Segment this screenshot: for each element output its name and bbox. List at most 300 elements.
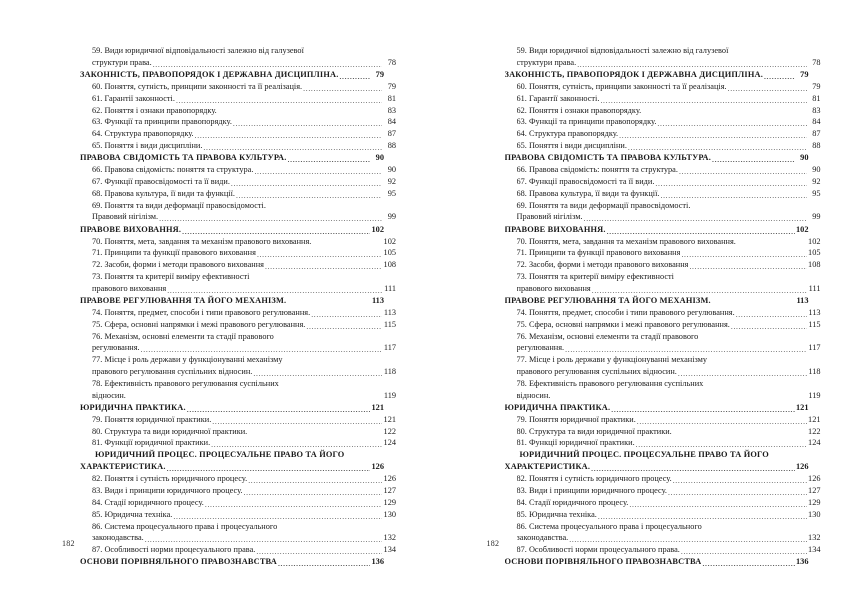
toc-page-number: 111: [384, 283, 396, 293]
dot-leader: [592, 292, 807, 293]
toc-entry-label: 63. Функції та принципи правопорядку.: [516, 117, 657, 127]
toc-page-number: 119: [383, 390, 396, 400]
toc-page-number: 113: [383, 307, 396, 317]
toc-entry-label: 83. Види і принципи юридичного процесу.: [516, 486, 667, 496]
toc-page-number: 132: [383, 533, 396, 543]
toc-entry-label: 66. Правова свідомість: поняття та структура.: [92, 165, 254, 175]
toc-heading-row[interactable]: [505, 295, 809, 307]
toc-entry-label: правового регулювання суспільних відносин.: [516, 366, 677, 376]
toc-page-number: 88: [387, 141, 396, 150]
dot-leader: [619, 137, 806, 138]
toc-heading-label: ЗАКОННІСТЬ, ПРАВОПОРЯДОК І ДЕРЖАВНА ДИСЦИПЛІНА.: [504, 70, 763, 80]
toc-entry-row[interactable]: [80, 366, 396, 378]
toc-entry-label: 80. Структура та види юридичної практики.: [516, 426, 672, 436]
dot-leader: [642, 113, 806, 114]
toc-entry-row[interactable]: [80, 319, 396, 331]
toc-page-number: 83: [387, 105, 396, 115]
toc-entry-label: Правовий нігілізм.: [516, 212, 583, 222]
toc-page-number: 78: [387, 57, 396, 67]
toc-entry-label: законодавства.: [92, 533, 144, 543]
dot-leader: [611, 411, 794, 412]
toc-entry-row[interactable]: [505, 259, 821, 271]
toc-entry-label: 61. Гарантії законності.: [92, 93, 175, 103]
toc-entry-label: 70. Поняття, мета, завдання та механізм правового виховання.: [92, 236, 312, 246]
toc-page-number: 127: [808, 486, 821, 496]
toc-heading-label: ПРАВОВЕ РЕГУЛЮВАННЯ ТА ЙОГО МЕХАНІЗМ.: [504, 296, 711, 306]
toc-heading-row[interactable]: [80, 461, 384, 473]
toc-page-number: 102: [808, 236, 821, 246]
dot-leader: [218, 113, 382, 114]
toc-heading-label: ЗАКОННІСТЬ, ПРАВОПОРЯДОК І ДЕРЖАВНА ДИСЦИПЛІНА.: [80, 70, 339, 80]
dot-leader: [551, 398, 806, 399]
toc-entry-row[interactable]: [80, 140, 396, 152]
dot-leader: [306, 328, 382, 329]
toc-entry-row[interactable]: [505, 247, 821, 259]
toc-page-number: 105: [808, 248, 821, 258]
toc-entry-label: 85. Юридична техніка.: [516, 509, 597, 519]
dot-leader: [187, 411, 370, 412]
toc-heading-label: ПРАВОВА СВІДОМІСТЬ ТА ПРАВОВА КУЛЬТУРА.: [80, 153, 287, 163]
dot-leader: [637, 423, 807, 424]
toc-entry-label: 82. Поняття і сутність юридичного процесу.: [516, 474, 672, 484]
toc-page-number: 121: [383, 414, 396, 424]
toc-entry-label: 80. Структура та види юридичної практики.: [92, 426, 248, 436]
toc-entry-label: правового виховання: [92, 283, 167, 293]
toc-page-number: 90: [375, 153, 384, 163]
dot-leader: [628, 149, 807, 150]
toc-entry-row[interactable]: [505, 236, 821, 248]
toc-entry-label: 74. Поняття, предмет, способи і типи правового регулювання.: [92, 307, 311, 317]
dot-leader: [231, 185, 382, 186]
toc-page-number: 92: [812, 176, 821, 186]
toc-entry-label: 68. Правова культура, її види та функції.: [92, 188, 235, 198]
dot-leader: [167, 470, 370, 471]
toc-entry-row[interactable]: [505, 366, 821, 378]
toc-entry-label: 74. Поняття, предмет, способи і типи правового регулювання.: [516, 307, 735, 317]
toc-entry-row[interactable]: [505, 390, 821, 402]
toc-heading-label: ОСНОВИ ПОРІВНЯЛЬНОГО ПРАВОЗНАВСТВА: [504, 557, 702, 567]
toc-entry-row[interactable]: [505, 544, 821, 556]
toc-page-number: 121: [795, 402, 809, 412]
toc-entry-label: 61. Гарантії законності.: [516, 93, 600, 103]
toc-page-number: 129: [808, 497, 821, 507]
toc-page-number: 108: [383, 260, 396, 270]
toc-entry-line[interactable]: 77. Місце і роль держави у функціонуванні механізму: [516, 355, 708, 365]
toc-entry-label: 75. Сфера, основні напрямки і межі правового регулювання.: [516, 319, 730, 329]
toc-entry-row[interactable]: [505, 128, 821, 140]
toc-page-number: 81: [387, 93, 396, 103]
table-of-contents-right: [504, 45, 821, 568]
toc-entry-line[interactable]: 69. Поняття та види деформації правосвідомості.: [516, 200, 691, 210]
toc-page-number: 113: [796, 296, 809, 306]
toc-heading-label: ПРАВОВА СВІДОМІСТЬ ТА ПРАВОВА КУЛЬТУРА.: [504, 153, 711, 163]
toc-heading-row[interactable]: [505, 402, 809, 414]
toc-page-number: 78: [812, 57, 821, 67]
dot-leader: [607, 233, 795, 234]
toc-entry-line[interactable]: 86. Система процесуального права і процесуального: [92, 521, 278, 531]
toc-heading-label: ЮРИДИЧНА ПРАКТИКА.: [504, 402, 611, 412]
toc-entry-label: регулювання.: [516, 343, 565, 353]
toc-entry-row[interactable]: [505, 93, 821, 105]
page-number-right: 182: [486, 539, 500, 548]
toc-page-number: 79: [375, 70, 384, 80]
toc-heading-row[interactable]: [505, 461, 809, 473]
dot-leader: [679, 173, 807, 174]
toc-entry-row[interactable]: [80, 57, 396, 69]
toc-entry-row[interactable]: [505, 57, 821, 69]
toc-heading-row[interactable]: [505, 556, 809, 568]
toc-entry-row[interactable]: [80, 105, 396, 117]
toc-heading-row[interactable]: [80, 224, 384, 236]
dot-leader: [673, 434, 807, 435]
toc-page-number: 79: [387, 81, 396, 91]
toc-entry-row[interactable]: [505, 426, 821, 438]
dot-leader: [681, 553, 807, 554]
dot-leader: [764, 78, 795, 79]
toc-entry-line[interactable]: 76. Механізм, основні елементи та стадії правового: [516, 331, 699, 341]
toc-entry-row[interactable]: [80, 81, 396, 93]
dot-leader: [339, 78, 370, 79]
toc-entry-row[interactable]: [80, 485, 396, 497]
toc-heading-line[interactable]: ЮРИДИЧНИЙ ПРОЦЕС. ПРОЦЕСУАЛЬНЕ ПРАВО ТА ЙОГО: [519, 450, 769, 460]
dot-leader: [248, 434, 382, 435]
toc-entry-line[interactable]: 73. Поняття та критерії виміру ефективності: [516, 271, 674, 281]
dot-leader: [591, 470, 794, 471]
toc-entry-label: 82. Поняття і сутність юридичного процесу.: [92, 474, 248, 484]
dot-leader: [167, 292, 382, 293]
toc-entry-label: 85. Юридична техніка.: [92, 509, 173, 519]
toc-entry-label: правового регулювання суспільних відносин.: [92, 366, 253, 376]
dot-leader: [257, 256, 382, 257]
toc-heading-line[interactable]: ЮРИДИЧНИЙ ПРОЦЕС. ПРОЦЕСУАЛЬНЕ ПРАВО ТА ЙОГО: [95, 450, 345, 460]
dot-leader: [598, 518, 807, 519]
toc-entry-row[interactable]: [80, 473, 396, 485]
dot-leader: [303, 90, 382, 91]
toc-entry-row[interactable]: [80, 164, 396, 176]
toc-entry-label: 79. Поняття юридичної практики.: [516, 414, 636, 424]
toc-page-number: 124: [383, 438, 396, 448]
toc-page-number: 87: [812, 129, 821, 139]
toc-entry-row[interactable]: [80, 116, 396, 128]
table-of-contents-left: [80, 45, 396, 568]
dot-leader: [681, 256, 806, 257]
toc-entry-row[interactable]: [505, 485, 821, 497]
toc-page-number: 119: [808, 390, 821, 400]
toc-entry-label: 81. Функції юридичної практики.: [92, 438, 211, 448]
toc-entry-label: 64. Структура правопорядку.: [92, 129, 194, 139]
dot-leader: [253, 375, 382, 376]
dot-leader: [173, 518, 382, 519]
toc-entry-row[interactable]: [505, 116, 821, 128]
toc-entry-label: 67. Функції правосвідомості та її види.: [92, 176, 230, 186]
toc-entry-label: 81. Функції юридичної практики.: [516, 438, 635, 448]
dot-leader: [195, 137, 382, 138]
dot-leader: [153, 66, 382, 67]
dot-leader: [702, 565, 794, 566]
toc-page-number: 79: [812, 81, 821, 91]
toc-page-number: 127: [383, 486, 396, 496]
toc-entry-row[interactable]: [505, 105, 821, 117]
toc-heading-row[interactable]: [505, 224, 809, 236]
toc-heading-row[interactable]: [80, 556, 384, 568]
toc-entry-label: 87. Особливості норми процесуального права.: [516, 545, 680, 555]
dot-leader: [569, 541, 806, 542]
toc-page-number: 115: [383, 319, 396, 329]
toc-entry-label: 72. Засоби, форми і методи правового виховання: [92, 260, 264, 270]
dot-leader: [203, 149, 382, 150]
dot-leader: [655, 185, 806, 186]
toc-entry-label: відносин.: [92, 390, 126, 400]
toc-entry-row[interactable]: [80, 509, 396, 521]
dot-leader: [211, 446, 382, 447]
toc-entry-label: 83. Види і принципи юридичного процесу.: [92, 486, 243, 496]
toc-entry-label: 68. Правова культура, її види та функції.: [516, 188, 660, 198]
toc-page-number: 113: [808, 307, 821, 317]
dot-leader: [728, 90, 807, 91]
toc-page-number: 84: [387, 117, 396, 127]
toc-page-number: 95: [387, 188, 396, 198]
toc-entry-line[interactable]: 73. Поняття та критерії виміру ефективності: [92, 271, 250, 281]
toc-entry-row[interactable]: [80, 544, 396, 556]
toc-entry-row[interactable]: [80, 236, 396, 248]
toc-heading-label: ОСНОВИ ПОРІВНЯЛЬНОГО ПРАВОЗНАВСТВА: [80, 557, 277, 567]
toc-heading-row[interactable]: [80, 295, 384, 307]
dot-leader: [311, 316, 382, 317]
toc-entry-row[interactable]: [505, 319, 821, 331]
dot-leader: [145, 541, 382, 542]
dot-leader: [141, 351, 382, 352]
toc-page-number: 111: [808, 283, 821, 293]
toc-page-number: 90: [800, 153, 809, 163]
toc-entry-row[interactable]: [80, 176, 396, 188]
toc-entry-label: 62. Поняття і ознаки правопорядку.: [516, 105, 642, 115]
toc-entry-row[interactable]: [80, 497, 396, 509]
page-number-left: 182: [62, 539, 75, 548]
toc-heading-row[interactable]: [80, 69, 384, 81]
toc-entry-row[interactable]: [80, 283, 396, 295]
toc-entry-label: структури права.: [516, 57, 577, 67]
toc-entry-label: 72. Засоби, форми і методи правового виховання: [516, 260, 689, 270]
toc-page-number: 83: [812, 105, 821, 115]
toc-entry-line[interactable]: 77. Місце і роль держави у функціонуванні механізму: [92, 355, 283, 365]
toc-entry-row[interactable]: [80, 342, 396, 354]
toc-page-number: 88: [812, 141, 821, 150]
toc-entry-line[interactable]: 69. Поняття та види деформації правосвідомості.: [92, 200, 266, 210]
toc-entry-line[interactable]: 59. Види юридичної відповідальності залежно від галузевої: [92, 46, 304, 55]
toc-page-number: 95: [812, 188, 821, 198]
dot-leader: [636, 446, 807, 447]
toc-entry-row[interactable]: [505, 342, 821, 354]
dot-leader: [678, 375, 807, 376]
toc-entry-label: 60. Поняття, сутність, принципи законності та її реалізація.: [92, 81, 303, 91]
toc-entry-label: 63. Функції та принципи правопорядку.: [92, 117, 232, 127]
dot-leader: [577, 66, 806, 67]
dot-leader: [244, 494, 383, 495]
toc-page-number: 126: [808, 474, 821, 484]
toc-entry-row[interactable]: [80, 307, 396, 319]
toc-page-number: 126: [371, 462, 384, 472]
toc-page-number: 130: [383, 509, 396, 519]
toc-heading-label: ХАРАКТЕРИСТИКА.: [504, 462, 591, 472]
dot-leader: [673, 482, 807, 483]
toc-entry-row[interactable]: [505, 414, 821, 426]
dot-leader: [127, 398, 382, 399]
toc-entry-row[interactable]: [80, 188, 396, 200]
toc-entry-row[interactable]: [505, 140, 821, 152]
toc-page-number: 122: [383, 426, 396, 436]
toc-page-number: 87: [387, 129, 396, 139]
toc-entry-label: регулювання.: [92, 343, 140, 353]
dot-leader: [159, 220, 382, 221]
dot-leader: [668, 494, 807, 495]
toc-entry-label: 75. Сфера, основні напрямки і межі правового регулювання.: [92, 319, 306, 329]
toc-entry-row[interactable]: [505, 81, 821, 93]
toc-entry-row[interactable]: [80, 128, 396, 140]
dot-leader: [712, 304, 795, 305]
toc-page-number: 108: [808, 260, 821, 270]
toc-entry-row[interactable]: [505, 307, 821, 319]
toc-entry-row[interactable]: [505, 188, 821, 200]
toc-page-number: 117: [808, 343, 821, 353]
toc-page-number: 115: [808, 319, 821, 329]
toc-entry-label: 67. Функції правосвідомості та її види.: [516, 176, 655, 186]
toc-page-number: 84: [812, 117, 821, 127]
toc-page-number: 118: [808, 366, 821, 376]
toc-entry-line[interactable]: 78. Ефективність правового регулювання суспільних: [92, 378, 279, 388]
toc-page-number: 90: [387, 165, 396, 175]
dot-leader: [629, 506, 806, 507]
toc-entry-label: законодавства.: [516, 533, 569, 543]
toc-page-number: 134: [808, 545, 821, 555]
toc-heading-row[interactable]: [80, 402, 384, 414]
toc-entry-row[interactable]: [80, 211, 396, 223]
toc-entry-label: 71. Принципи та функції правового виховання: [92, 248, 256, 258]
toc-page-number: 130: [808, 509, 821, 519]
toc-entry-row[interactable]: [80, 93, 396, 105]
dot-leader: [731, 328, 807, 329]
toc-entry-line[interactable]: 78. Ефективність правового регулювання суспільних: [516, 378, 704, 388]
dot-leader: [689, 268, 806, 269]
toc-page-number: 122: [808, 426, 821, 436]
toc-page-number: 126: [795, 462, 809, 472]
dot-leader: [256, 553, 382, 554]
toc-entry-row[interactable]: [505, 211, 821, 223]
toc-heading-label: ХАРАКТЕРИСТИКА.: [80, 462, 166, 472]
toc-entry-row[interactable]: [505, 532, 821, 544]
page-right: [425, 0, 849, 600]
dot-leader: [657, 125, 806, 126]
toc-page-number: 129: [383, 497, 396, 507]
toc-entry-row[interactable]: [505, 437, 821, 449]
dot-leader: [584, 220, 807, 221]
toc-page-number: 121: [371, 402, 384, 412]
toc-page-number: 117: [383, 343, 396, 353]
toc-page-number: 132: [808, 533, 821, 543]
toc-entry-label: 87. Особливості норми процесуального права.: [92, 545, 256, 555]
dot-leader: [736, 316, 807, 317]
toc-entry-row[interactable]: [80, 426, 396, 438]
dot-leader: [236, 197, 382, 198]
toc-entry-line[interactable]: 76. Механізм, основні елементи та стадії правового: [92, 331, 274, 341]
dot-leader: [287, 304, 370, 305]
toc-entry-row[interactable]: [505, 164, 821, 176]
toc-entry-label: 84. Стадії юридичного процесу.: [516, 497, 629, 507]
dot-leader: [312, 244, 382, 245]
toc-page-number: 99: [387, 212, 396, 222]
dot-leader: [600, 102, 806, 103]
dot-leader: [205, 506, 382, 507]
toc-entry-row[interactable]: [505, 283, 821, 295]
toc-page-number: 90: [812, 165, 821, 175]
toc-entry-row[interactable]: [505, 497, 821, 509]
toc-entry-row[interactable]: [80, 247, 396, 259]
toc-page-number: 124: [808, 438, 821, 448]
toc-page-number: 136: [795, 557, 809, 567]
toc-page-number: 118: [383, 366, 396, 376]
toc-page-number: 92: [387, 176, 396, 186]
toc-entry-row[interactable]: [505, 176, 821, 188]
toc-heading-label: ПРАВОВЕ ВИХОВАННЯ.: [504, 224, 606, 234]
toc-entry-label: 62. Поняття і ознаки правопорядку.: [92, 105, 217, 115]
dot-leader: [712, 161, 795, 162]
toc-page-number: 102: [371, 224, 384, 234]
toc-heading-row[interactable]: [505, 69, 809, 81]
dot-leader: [254, 173, 382, 174]
toc-entry-row[interactable]: [80, 259, 396, 271]
toc-page-number: 113: [371, 296, 384, 306]
toc-entry-label: 60. Поняття, сутність, принципи законності та її реалізація.: [516, 81, 727, 91]
dot-leader: [233, 125, 382, 126]
toc-heading-label: ПРАВОВЕ РЕГУЛЮВАННЯ ТА ЙОГО МЕХАНІЗМ.: [80, 296, 287, 306]
toc-entry-row[interactable]: [80, 437, 396, 449]
dot-leader: [176, 102, 382, 103]
dot-leader: [265, 268, 382, 269]
toc-entry-label: 65. Поняття і види дисципліни.: [516, 141, 627, 150]
toc-entry-label: правового виховання: [516, 283, 591, 293]
toc-entry-label: 65. Поняття і види дисципліни.: [92, 141, 203, 150]
toc-entry-label: 79. Поняття юридичної практики.: [92, 414, 212, 424]
toc-page-number: 102: [383, 236, 396, 246]
toc-entry-label: структури права.: [92, 57, 152, 67]
toc-page-number: 105: [383, 248, 396, 258]
toc-entry-label: 70. Поняття, мета, завдання та механізм правового виховання.: [516, 236, 736, 246]
toc-entry-row[interactable]: [80, 532, 396, 544]
toc-entry-row[interactable]: [80, 414, 396, 426]
toc-entry-label: 66. Правова свідомість: поняття та структура.: [516, 165, 678, 175]
toc-page-number: 136: [371, 557, 384, 567]
toc-entry-row[interactable]: [505, 473, 821, 485]
dot-leader: [737, 244, 807, 245]
toc-entry-row[interactable]: [80, 390, 396, 402]
dot-leader: [212, 423, 382, 424]
toc-entry-label: відносин.: [516, 390, 551, 400]
dot-leader: [288, 161, 371, 162]
toc-entry-label: 71. Принципи та функції правового виховання: [516, 248, 681, 258]
toc-heading-label: ЮРИДИЧНА ПРАКТИКА.: [80, 402, 186, 412]
toc-heading-label: ПРАВОВЕ ВИХОВАННЯ.: [80, 224, 182, 234]
toc-heading-row[interactable]: [505, 152, 809, 164]
toc-page-number: 79: [800, 70, 809, 80]
toc-entry-line[interactable]: 59. Види юридичної відповідальності залежно від галузевої: [516, 46, 729, 55]
toc-page-number: 121: [808, 414, 821, 424]
toc-entry-row[interactable]: [505, 509, 821, 521]
toc-page-number: 134: [383, 545, 396, 555]
toc-page-number: 102: [795, 224, 809, 234]
toc-entry-label: 64. Структура правопорядку.: [516, 129, 619, 139]
toc-heading-row[interactable]: [80, 152, 384, 164]
dot-leader: [278, 565, 370, 566]
toc-entry-line[interactable]: 86. Система процесуального права і процесуального: [516, 521, 702, 531]
